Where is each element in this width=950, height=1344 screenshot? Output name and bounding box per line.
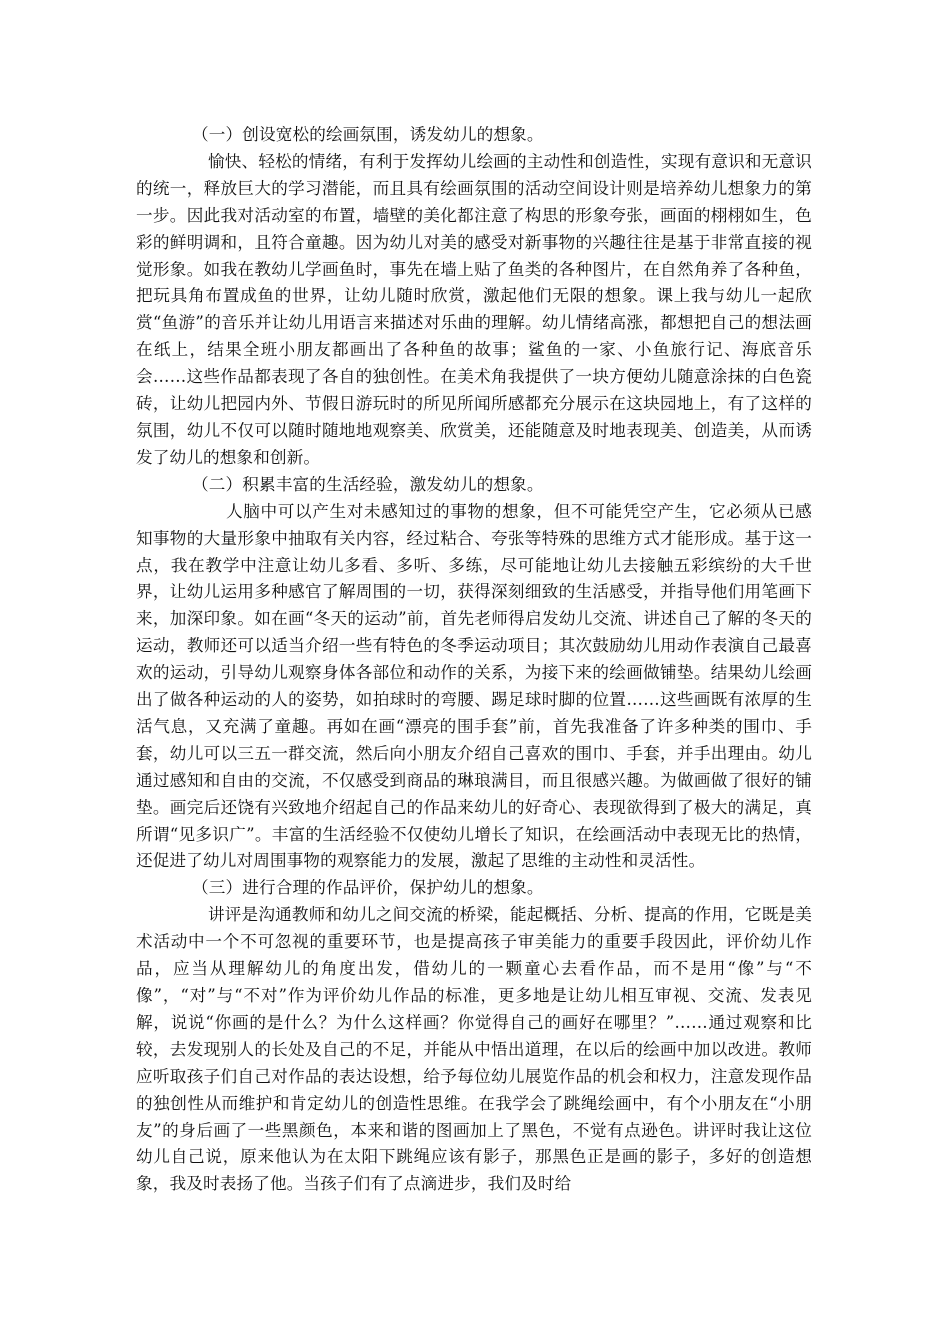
section-1-heading: （一）创设宽松的绘画氛围，诱发幼儿的想象。: [192, 125, 544, 144]
document-page: [136, 122, 812, 1198]
section-2-paragraph: 人脑中可以产生对未感知过的事物的想象，但不可能凭空产生，它必须从已感知事物的大量形象中抽取有关内容，经过粘合、夸张等特殊的思维方式才能形成。基于这一点，我在教学中注意让幼儿多看、多听、多练，尽可能地让幼儿去接触五彩缤纷的大千世界，让幼儿运用多种感官了解周围的一切，获得深刻细致的生活感受，并指导他们用笔画下来，加深印象。如在画“冬天的运动”前，首先老师得启发幼儿交流、讲述自己了解的冬天的运动，教师还可以适当介绍一些有特色的冬季运动项目；其次鼓励幼儿用动作表演自己最喜欢的运动，引导幼儿观察身体各部位和动作的关系，为接下来的绘画做铺垫。结果幼儿绘画出了做各种运动的人的姿势，如拍球时的弯腰、踢足球时脚的位置……这些画既有浓厚的生活气息，又充满了童趣。再如在画“漂亮的围手套”前，首先我准备了许多种类的围巾、手套，幼儿可以三五一群交流，然后向小朋友介绍自己喜欢的围巾、手套，并手出理由。幼儿通过感知和自由的交流，不仅感受到商品的琳琅满目，而且很感兴趣。为做画做了很好的铺垫。画完后还饶有兴致地介绍起自己的作品来幼儿的好奇心、表现欲得到了极大的满足，真所谓“见多识广”。丰富的生活经验不仅使幼儿增长了知识，在绘画活动中表现无比的热情，还促进了幼儿对周围事物的观察能力的发展，激起了思维的主动性和灵活性。: [136, 501, 812, 871]
section-3-heading: （三）进行合理的作品评价，保护幼儿的想象。: [192, 878, 544, 898]
section-1-paragraph: 愉快、轻松的情绪，有利于发挥幼儿绘画的主动性和创造性，实现有意识和无意识的统一，释放巨大的学习潜能，而且具有绘画氛围的活动空间设计则是培养幼儿想象力的第一步。因此我对活动室的布置，墙壁的美化都注意了构思的形象夸张，画面的栩栩如生，色彩的鲜明调和，且符合童趣。因为幼儿对美的感受对新事物的兴趣往往是基于非常直接的视觉形象。如我在教幼儿学画鱼时，事先在墙上贴了鱼类的各种图片，在自然角养了各种鱼，把玩具角布置成鱼的世界，让幼儿随时欣赏，激起他们无限的想象。课上我与幼儿一起欣赏“鱼游”的音乐并让幼儿用语言来描述对乐曲的理解。幼儿情绪高涨，都想把自己的想法画在纸上，结果全班小朋友都画出了各种鱼的故事；鲨鱼的一家、小鱼旅行记、海底音乐会……这些作品都表现了各自的独创性。在美术角我提供了一块方便幼儿随意涂抹的白色瓷砖，让幼儿把园内外、节假日游玩时的所见所闻所感都充分展示在这块园地上，有了这样的氛围，幼儿不仅可以随时随地地观察美、欣赏美，还能随意及时地表现美、创造美，从而诱发了幼儿的想象和创新。: [136, 151, 812, 467]
section-3-paragraph: 讲评是沟通教师和幼儿之间交流的桥梁，能起概括、分析、提高的作用，它既是美术活动中一个不可忽视的重要环节，也是提高孩子审美能力的重要手段因此，评价幼儿作品，应当从理解幼儿的角度出发，借幼儿的一颗童心去看作品，而不是用“像”与“不像”，“对”与“不对”作为评价幼儿作品的标准，更多地是让幼儿相互审视、交流、发表见解，说说“你画的是什么？为什么这样画？你觉得自己的画好在哪里？”……通过观察和比较，去发现别人的长处及自己的不足，并能从中悟出道理，在以后的绘画中加以改进。教师应听取孩子们自己对作品的表达设想，给予每位幼儿展览作品的机会和权力，注意发现作品的独创性从而维护和肯定幼儿的创造性思维。在我学会了跳绳绘画中，有个小朋友在“小朋友”的身后画了一些黑颜色，本来和谐的图画加上了黑色，不觉有点逊色。讲评时我让这位幼儿自己说，原来他认为在太阳下跳绳应该有影子，那黑色正是画的影子，多好的创造想象，我及时表扬了他。当孩子们有了点滴进步，我们及时给: [136, 905, 812, 1194]
section-2-heading: （二）积累丰富的生活经验，激发幼儿的想象。: [192, 474, 544, 494]
